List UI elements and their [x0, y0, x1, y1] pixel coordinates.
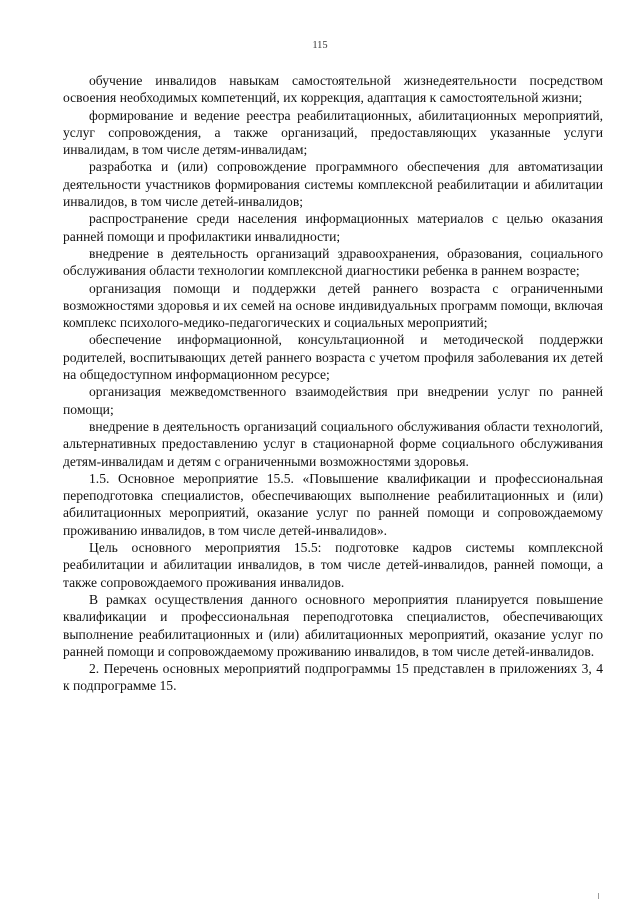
- paragraph-1: обучение инвалидов навыкам самостоятельной жизнедеятельности посредством освоения необходимых компетенций, их коррекция, адаптация к самостоятельной жизни;: [63, 73, 603, 106]
- paragraph-2: формирование и ведение реестра реабилитационных, абилитационных мероприятий, услуг сопровождения, а также организаций, предоставляющих указанные услуги инвалидам, в том числе детям-инвалидам;: [63, 107, 603, 158]
- paragraph-5: внедрение в деятельность организаций здравоохранения, образования, социального обслуживания области технологии комплексной диагностики ребенка в раннем возрасте;: [63, 245, 603, 279]
- paragraph-3: разработка и (или) сопровождение программного обеспечения для автоматизации деятельности участников формирования системы комплексной реабилитации и абилитации инвалидов, в том числе детей-инвалидов;: [63, 159, 603, 210]
- paragraph-9: внедрение в деятельность организаций социального обслуживания области технологий, альтернативных предоставлению услуг в стационарной форме социального обслуживания детям-инвалидам и детям с ограниченными возможностями здоровья.: [63, 418, 603, 469]
- paragraph-6: организация помощи и поддержки детей раннего возраста с ограниченными возможностями здоровья и их семей на основе индивидуальных программ помощи, включая комплекс психолого-медико-педагогических и социальных мероприятий;: [63, 280, 603, 331]
- page-number: 115: [312, 40, 328, 51]
- scan-edge-mark: [598, 893, 599, 899]
- document-body: [63, 72, 603, 695]
- paragraph-4: распространение среди населения информационных материалов с целью оказания ранней помощи и профилактики инвалидности;: [63, 211, 603, 244]
- paragraph-11: Цель основного мероприятия 15.5: подготовке кадров системы комплексной реабилитации и абилитации инвалидов, в том числе детей-инвалидов, ранней помощи, а также сопровождаемого проживания инвалидов.: [63, 540, 603, 590]
- paragraph-12: В рамках осуществления данного основного мероприятия планируется повышение квалификации и профессиональная переподготовка специалистов, обеспечивающих выполнение реабилитационных и (или) абилитационных мероприятий, оказание услуг по ранней помощи и сопровождаемому проживанию инвалидов, в том числе детей-инвалидов.: [63, 591, 603, 659]
- paragraph-13: 2. Перечень основных мероприятий подпрограммы 15 представлен в приложениях 3, 4 к подпрограмме 15.: [63, 661, 603, 694]
- paragraph-10: 1.5. Основное мероприятие 15.5. «Повышение квалификации и профессиональная переподготовка специалистов, обеспечивающих выполнение реабилитационных и (или) абилитационных мероприятий, оказание услуг по ранней помощи и сопровождаемому проживанию инвалидов, в том числе детей-инвалидов».: [63, 470, 603, 538]
- paragraph-8: организация межведомственного взаимодействия при внедрении услуг по ранней помощи;: [63, 384, 603, 417]
- paragraph-7: обеспечение информационной, консультационной и методической поддержки родителей, воспитывающих детей раннего возраста с учетом профиля заболевания их детей на общедоступном информационном ресурсе;: [63, 332, 603, 383]
